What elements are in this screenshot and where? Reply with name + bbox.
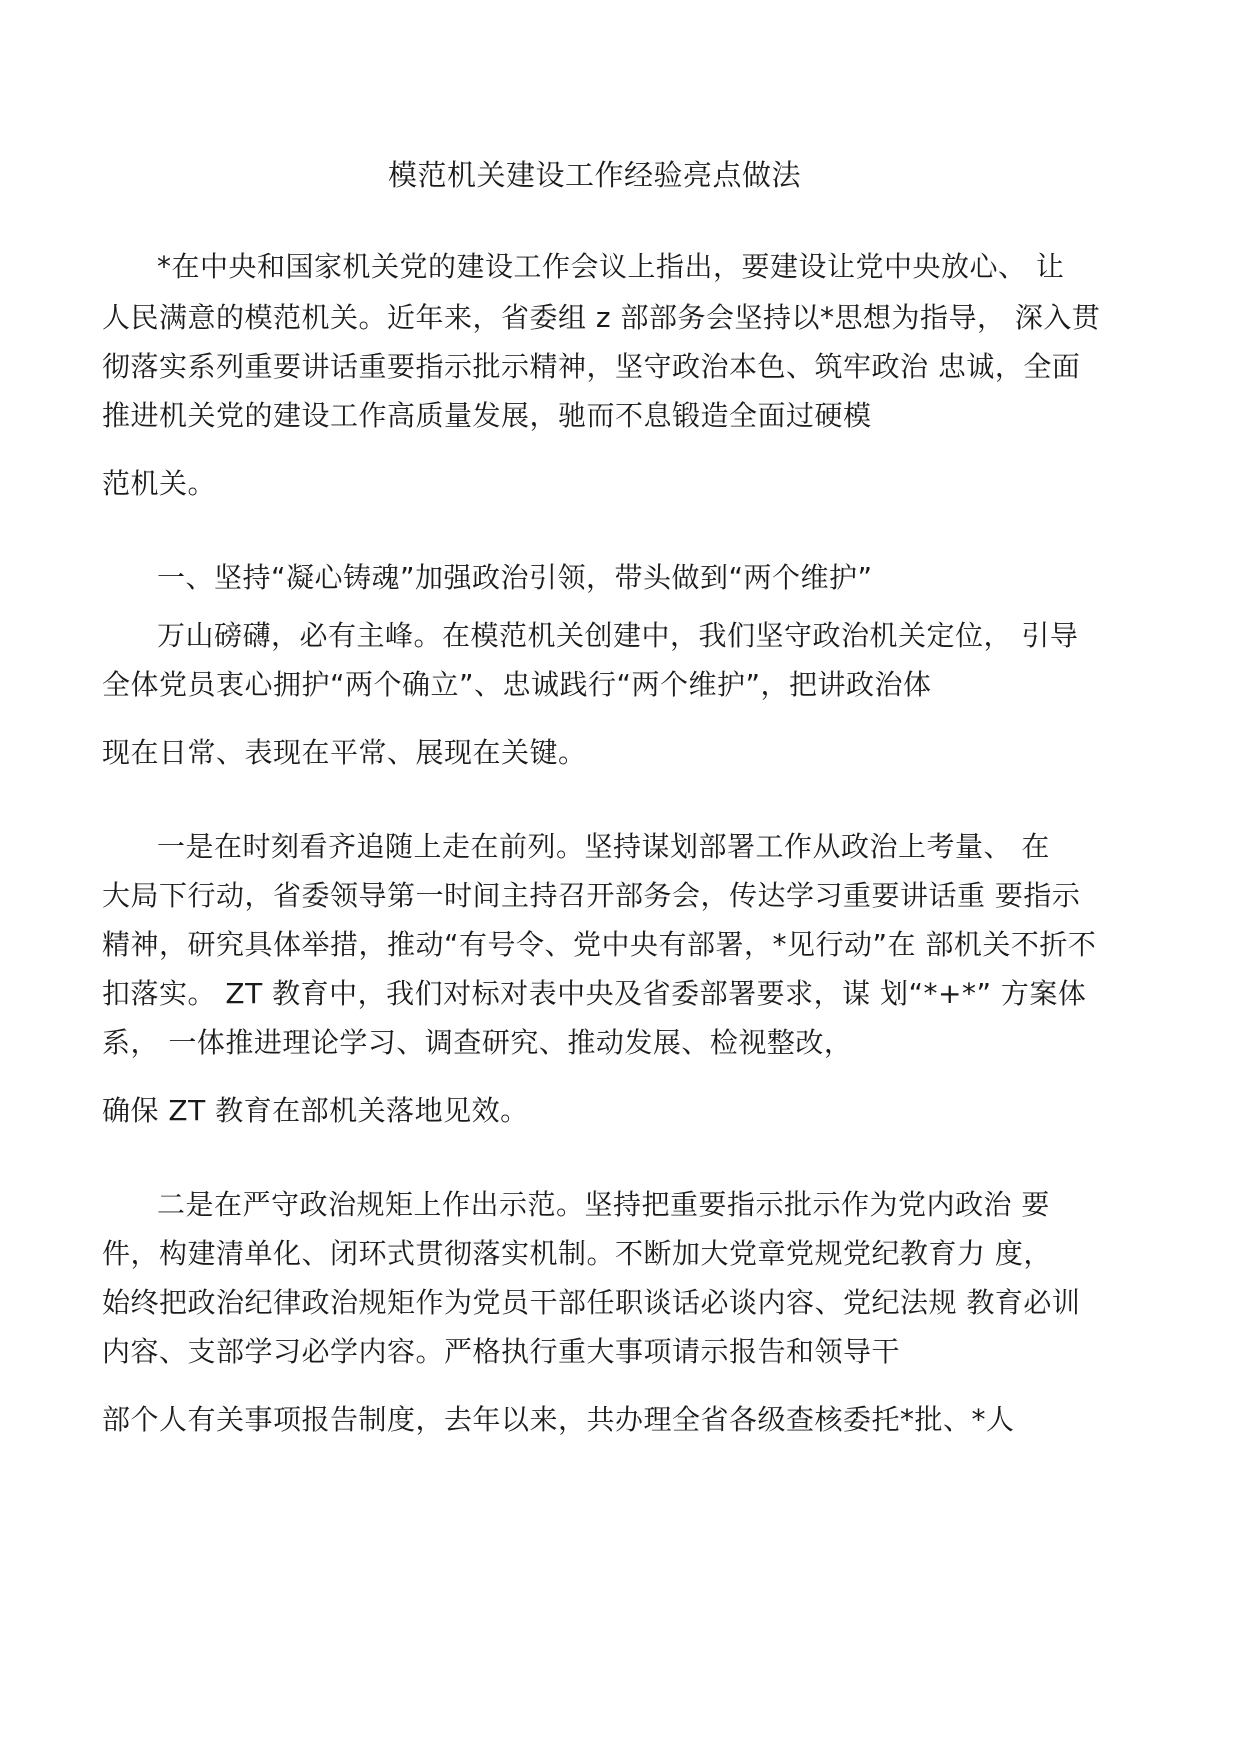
paragraph-line-11: 精神，研究具体举措，推动“有号令、党中央有部署，*见行动”在 部机关不折不: [102, 928, 1097, 961]
document-title: 模范机关建设工作经验亮点做法: [388, 158, 802, 192]
paragraph-line-18: 内容、支部学习必学内容。严格执行重大事项请示报告和领导干: [102, 1335, 901, 1368]
paragraph-line-12: 扣落实。 ZT 教育中，我们对标对表中央及省委部署要求，谋 划“*+*” 方案体: [102, 977, 1087, 1010]
paragraph-line-17: 始终把政治纪律政治规矩作为党员干部任职谈话必谈内容、党纪法规 教育必训: [102, 1286, 1081, 1319]
paragraph-line-9: 一是在时刻看齐追随上走在前列。坚持谋划部署工作从政治上考量、 在: [157, 830, 1050, 863]
paragraph-line-5: 范机关。: [102, 467, 217, 500]
paragraph-line-16: 件，构建清单化、闭环式贯彻落实机制。不断加大党章党规党纪教育力 度，: [102, 1237, 1052, 1270]
paragraph-line-15: 二是在严守政治规矩上作出示范。坚持把重要指示批示作为党内政治 要: [157, 1188, 1050, 1221]
paragraph-line-3: 彻落实系列重要讲话重要指示批示精神，坚守政治本色、筑牢政治 忠诚，全面: [102, 350, 1081, 383]
paragraph-line-10: 大局下行动，省委领导第一时间主持召开部务会，传达学习重要讲话重 要指示: [102, 879, 1081, 912]
paragraph-line-4: 推进机关党的建设工作高质量发展，驰而不息锻造全面过硬模: [102, 399, 872, 432]
paragraph-line-7: 全体党员衷心拥护“两个确立”、忠诚践行“两个维护”，把讲政治体: [102, 668, 932, 701]
paragraph-line-14: 确保 ZT 教育在部机关落地见效。: [102, 1094, 529, 1127]
paragraph-line-2: 人民满意的模范机关。近年来，省委组 z 部部务会坚持以*思想为指导， 深入贯: [102, 301, 1101, 334]
paragraph-line-13: 系， 一体推进理论学习、调查研究、推动发展、检视整改，: [102, 1026, 853, 1059]
paragraph-line-8: 现在日常、表现在平常、展现在关键。: [102, 736, 587, 769]
paragraph-line-19: 部个人有关事项报告制度，去年以来，共办理全省各级查核委托*批、*人: [102, 1403, 1015, 1436]
paragraph-line-6: 万山磅礴，必有主峰。在模范机关创建中，我们坚守政治机关定位， 引导: [157, 619, 1079, 652]
section-heading-1: 一、坚持“凝心铸魂”加强政治引领，带头做到“两个维护”: [157, 561, 873, 594]
paragraph-line-1: *在中央和国家机关党的建设工作会议上指出，要建设让党中央放心、 让: [157, 250, 1065, 283]
